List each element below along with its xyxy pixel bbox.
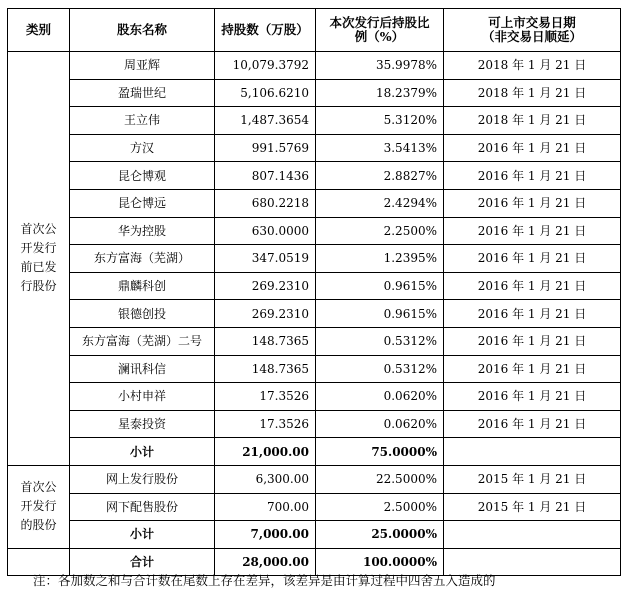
header-shares: 持股数（万股） — [215, 9, 316, 52]
ratio-value: 0.0620% — [316, 383, 444, 411]
shares-value: 1,487.3654 — [215, 107, 316, 135]
header-ratio — [316, 9, 444, 52]
listing-date: 2016 年 1 月 21 日 — [444, 300, 621, 328]
ratio-value: 22.5000% — [316, 465, 444, 493]
shareholder-name: 王立伟 — [70, 107, 215, 135]
subtotal-ratio: 75.0000% — [316, 438, 444, 466]
table-row — [8, 217, 621, 245]
header-ratio-line2: 例（%） — [354, 29, 405, 44]
shareholder-name: 星泰投资 — [70, 410, 215, 438]
subtotal-date-empty — [444, 438, 621, 466]
header-date — [444, 9, 621, 52]
ratio-value: 35.9978% — [316, 52, 444, 80]
ratio-value: 2.4294% — [316, 189, 444, 217]
header-name: 股东名称 — [70, 9, 215, 52]
listing-date: 2016 年 1 月 21 日 — [444, 162, 621, 190]
ratio-value: 2.5000% — [316, 493, 444, 521]
header-row — [8, 9, 621, 52]
footnote: 注：各加数之和与合计数在尾数上存在差异，该差异是由计算过程中四舍五入造成的 — [33, 573, 496, 588]
category-line: 首次公 — [20, 480, 57, 495]
table-row — [8, 189, 621, 217]
category-cell — [8, 465, 70, 548]
ratio-value: 3.5413% — [316, 134, 444, 162]
listing-date: 2016 年 1 月 21 日 — [444, 134, 621, 162]
table-row — [8, 300, 621, 328]
total-shares: 28,000.00 — [215, 548, 316, 576]
subtotal-row — [8, 438, 621, 466]
total-label: 合计 — [70, 548, 215, 576]
shareholder-name: 东方富海（芜湖） — [70, 245, 215, 273]
table-row — [8, 107, 621, 135]
shareholder-name: 东方富海（芜湖）二号 — [70, 327, 215, 355]
table-row — [8, 162, 621, 190]
listing-date: 2018 年 1 月 21 日 — [444, 52, 621, 80]
shares-value: 347.0519 — [215, 245, 316, 273]
shares-value: 5,106.6210 — [215, 79, 316, 107]
table-row — [8, 410, 621, 438]
shareholder-name: 银德创投 — [70, 300, 215, 328]
table-row — [8, 79, 621, 107]
subtotal-shares: 21,000.00 — [215, 438, 316, 466]
total-ratio: 100.0000% — [316, 548, 444, 576]
table-row — [8, 134, 621, 162]
listing-date: 2016 年 1 月 21 日 — [444, 410, 621, 438]
listing-date: 2018 年 1 月 21 日 — [444, 79, 621, 107]
listing-date: 2016 年 1 月 21 日 — [444, 383, 621, 411]
header-date-line1: 可上市交易日期 — [488, 15, 576, 30]
shareholder-name: 昆仑博远 — [70, 189, 215, 217]
subtotal-ratio: 25.0000% — [316, 521, 444, 549]
ratio-value: 2.8827% — [316, 162, 444, 190]
listing-date: 2018 年 1 月 21 日 — [444, 107, 621, 135]
header-date-line2: （非交易日顺延） — [481, 29, 582, 44]
ratio-value: 5.3120% — [316, 107, 444, 135]
shares-value: 148.7365 — [215, 355, 316, 383]
category-line: 开发行 — [20, 241, 57, 256]
shareholding-table — [7, 8, 621, 576]
ratio-value: 18.2379% — [316, 79, 444, 107]
shareholder-name: 方汉 — [70, 134, 215, 162]
subtotal-label: 小计 — [70, 521, 215, 549]
shareholder-name: 澜讯科信 — [70, 355, 215, 383]
table-row — [8, 355, 621, 383]
category-line: 首次公 — [20, 222, 57, 237]
listing-date: 2016 年 1 月 21 日 — [444, 272, 621, 300]
shareholder-name: 昆仑博观 — [70, 162, 215, 190]
category-line: 行股份 — [20, 279, 57, 294]
shares-value: 700.00 — [215, 493, 316, 521]
shareholder-name: 盈瑞世纪 — [70, 79, 215, 107]
listing-date: 2016 年 1 月 21 日 — [444, 355, 621, 383]
shareholder-name: 周亚辉 — [70, 52, 215, 80]
table-row — [8, 52, 621, 80]
shares-value: 148.7365 — [215, 327, 316, 355]
shares-value: 991.5769 — [215, 134, 316, 162]
category-line: 开发行 — [20, 499, 57, 514]
header-ratio-line1: 本次发行后持股比 — [329, 15, 430, 30]
shareholder-name: 网下配售股份 — [70, 493, 215, 521]
ratio-value: 1.2395% — [316, 245, 444, 273]
subtotal-label: 小计 — [70, 438, 215, 466]
category-line: 前已发 — [20, 260, 57, 275]
shareholder-name: 华为控股 — [70, 217, 215, 245]
shareholder-name: 小村申祥 — [70, 383, 215, 411]
category-cell — [8, 52, 70, 466]
shares-value: 807.1436 — [215, 162, 316, 190]
shares-value: 680.2218 — [215, 189, 316, 217]
table-row — [8, 383, 621, 411]
ratio-value: 0.5312% — [316, 327, 444, 355]
shareholder-name: 鼎麟科创 — [70, 272, 215, 300]
shares-value: 6,300.00 — [215, 465, 316, 493]
shares-value: 269.2310 — [215, 300, 316, 328]
shares-value: 269.2310 — [215, 272, 316, 300]
shares-value: 630.0000 — [215, 217, 316, 245]
listing-date: 2015 年 1 月 21 日 — [444, 493, 621, 521]
ratio-value: 0.9615% — [316, 300, 444, 328]
subtotal-row — [8, 521, 621, 549]
listing-date: 2016 年 1 月 21 日 — [444, 245, 621, 273]
table-row — [8, 327, 621, 355]
ratio-value: 0.9615% — [316, 272, 444, 300]
category-line: 的股份 — [20, 518, 57, 533]
subtotal-date-empty — [444, 521, 621, 549]
table-row — [8, 245, 621, 273]
ratio-value: 0.0620% — [316, 410, 444, 438]
shares-value: 17.3526 — [215, 383, 316, 411]
shareholder-name: 网上发行股份 — [70, 465, 215, 493]
shares-value: 17.3526 — [215, 410, 316, 438]
listing-date: 2016 年 1 月 21 日 — [444, 327, 621, 355]
table-row — [8, 493, 621, 521]
shares-value: 10,079.3792 — [215, 52, 316, 80]
table-body — [8, 52, 621, 576]
table-row — [8, 465, 621, 493]
ratio-value: 2.2500% — [316, 217, 444, 245]
listing-date: 2016 年 1 月 21 日 — [444, 189, 621, 217]
listing-date: 2016 年 1 月 21 日 — [444, 217, 621, 245]
ratio-value: 0.5312% — [316, 355, 444, 383]
listing-date: 2015 年 1 月 21 日 — [444, 465, 621, 493]
header-category: 类别 — [8, 9, 70, 52]
subtotal-shares: 7,000.00 — [215, 521, 316, 549]
table-row — [8, 272, 621, 300]
